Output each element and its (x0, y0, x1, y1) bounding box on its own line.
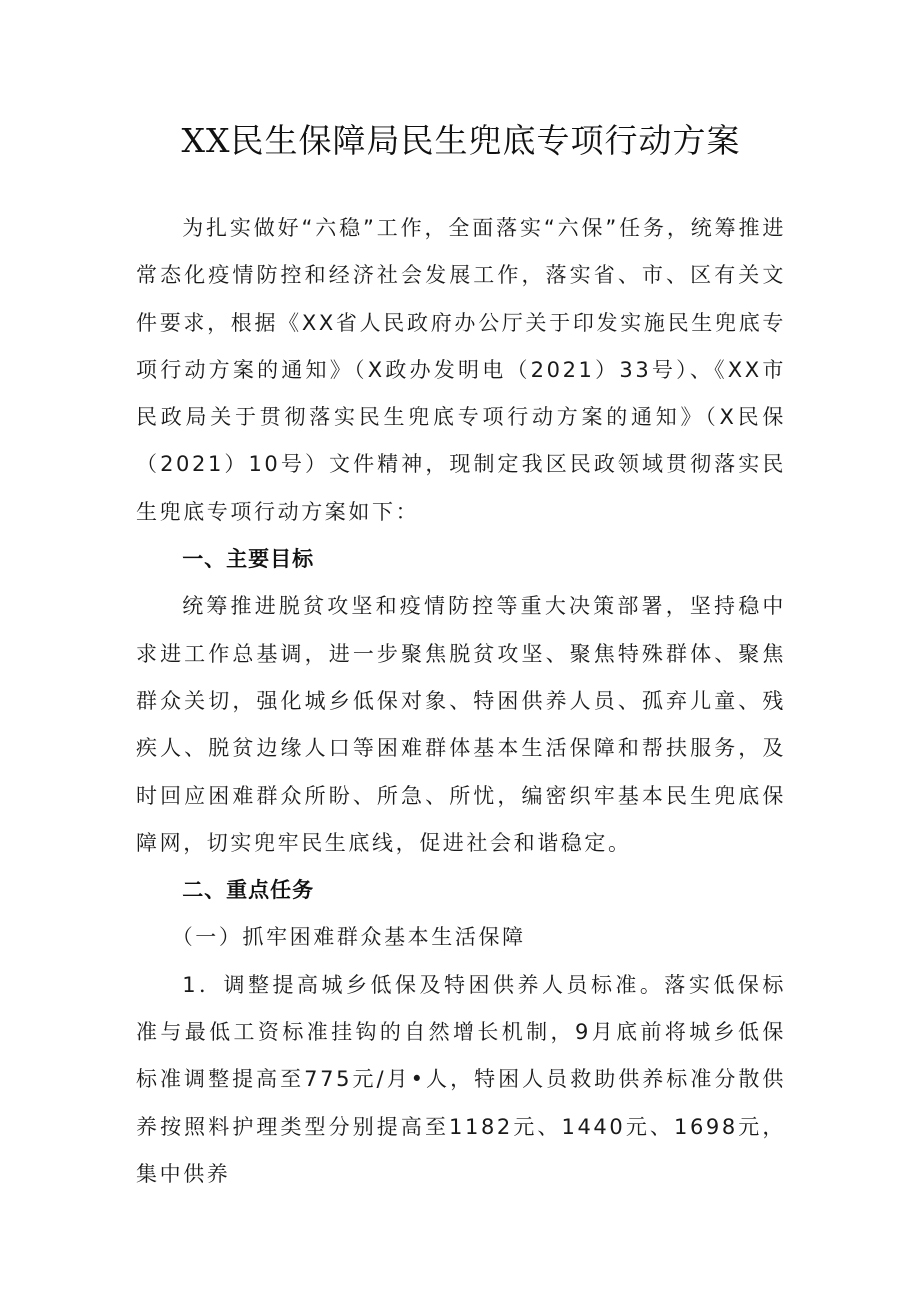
task-paragraph: 1．调整提高城乡低保及特困供养人员标准。落实低保标准与最低工资标准挂钩的自然增长机制，9月底前将城乡低保标准调整提高至775元/月•人，特困人员救助供养标准分散供养按照料护理类型分别提高至1182元、1440元、1698元，集中供养 (136, 972, 786, 1186)
document-body (136, 205, 786, 1198)
intro-paragraph: 为扎实做好“六稳”工作，全面落实“六保”任务，统筹推进常态化疫情防控和经济社会发展工作，落实省、市、区有关文件要求，根据《XX省人民政府办公厅关于印发实施民生兜底专项行动方案的通知》（X政办发明电（2021）33号）、《XX市民政局关于贯彻落实民生兜底专项行动方案的通知》（X民保（2021）10号）文件精神，现制定我区民政领域贯彻落实民生兜底专项行动方案如下： (136, 216, 786, 524)
section-heading-goals: 一、主要目标 (182, 547, 315, 572)
subsection-heading: （一）抓牢困难群众基本生活保障 (171, 925, 526, 950)
section-heading-tasks: 二、重点任务 (182, 878, 315, 903)
goals-paragraph: 统筹推进脱贫攻坚和疫情防控等重大决策部署，坚持稳中求进工作总基调，进一步聚焦脱贫攻坚、聚焦特殊群体、聚焦群众关切，强化城乡低保对象、特困供养人员、孤弃儿童、残疾人、脱贫边缘人口等困难群体基本生活保障和帮扶服务，及时回应困难群众所盼、所急、所忧，编密织牢基本民生兜底保障网，切实兜牢民生底线，促进社会和谐稳定。 (136, 594, 786, 855)
document-title: XX民生保障局民生兜底专项行动方案 (181, 121, 741, 160)
